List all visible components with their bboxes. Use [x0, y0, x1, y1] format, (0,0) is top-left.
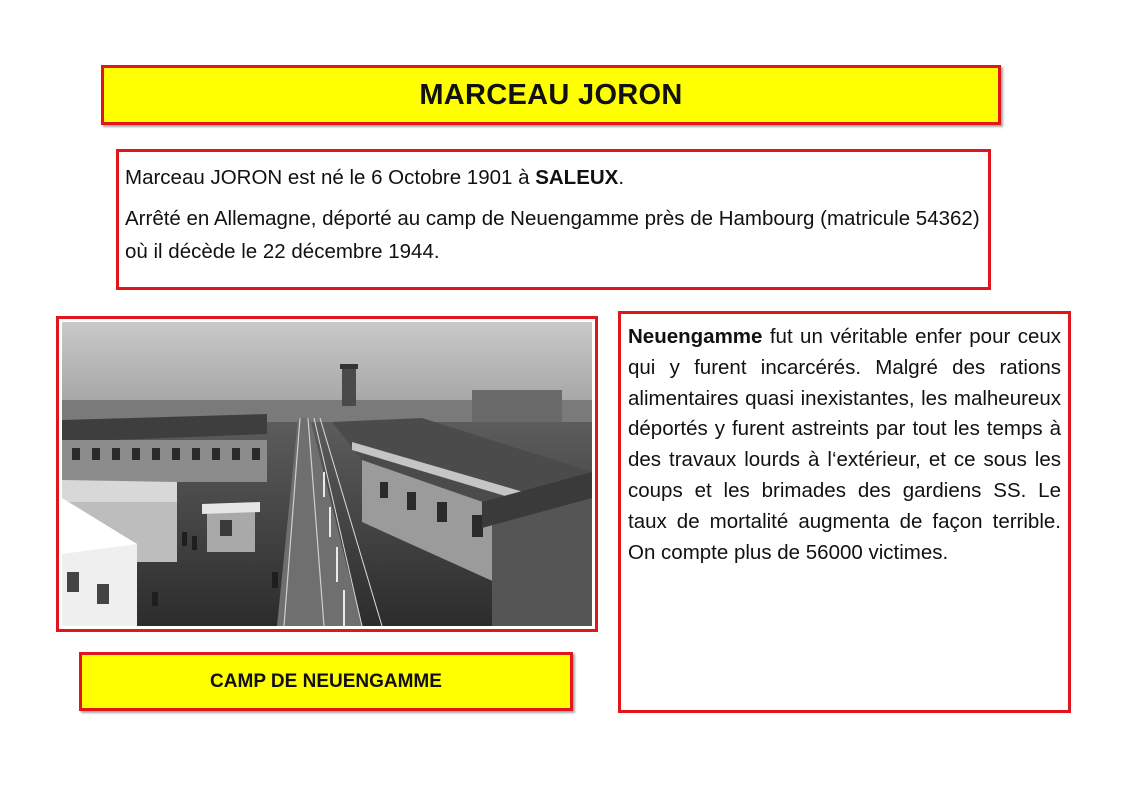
birthplace: SALEUX: [535, 166, 619, 189]
birth-line: [125, 161, 982, 194]
description-bold: Neuengamme: [628, 325, 763, 348]
birth-suffix: .: [618, 166, 625, 189]
photo-frame: [56, 316, 598, 632]
description-text: fut un véritable enfer pour ceux qui y furent incarcérés. Malgré des rations alimentaires quasi inexistantes, les malheureux déportés y furent astreints par tout les temps à des travaux lourds à l‘extérieur, et ce sous les coups et les brimades des gardiens SS. Le taux de mortalité augmenta de façon terrible. On compte plus de 56000 victimes.: [628, 325, 1061, 564]
intro-box: [116, 149, 991, 290]
page-title: MARCEAU JORON: [419, 78, 683, 111]
birth-text: Marceau JORON est né le 6 Octobre 1901 à: [125, 166, 536, 189]
deportation-text: Arrêté en Allemagne, déporté au camp de Neuengamme près de Hambourg (matricule 54362) où il décède le 22 décembre 1944.: [125, 207, 980, 263]
title-banner: [101, 65, 1001, 125]
photo-caption-banner: [79, 652, 573, 711]
description-paragraph: [628, 322, 1061, 568]
description-box: [618, 311, 1071, 713]
camp-photo: [62, 322, 592, 626]
photo-caption: CAMP DE NEUENGAMME: [210, 670, 442, 692]
